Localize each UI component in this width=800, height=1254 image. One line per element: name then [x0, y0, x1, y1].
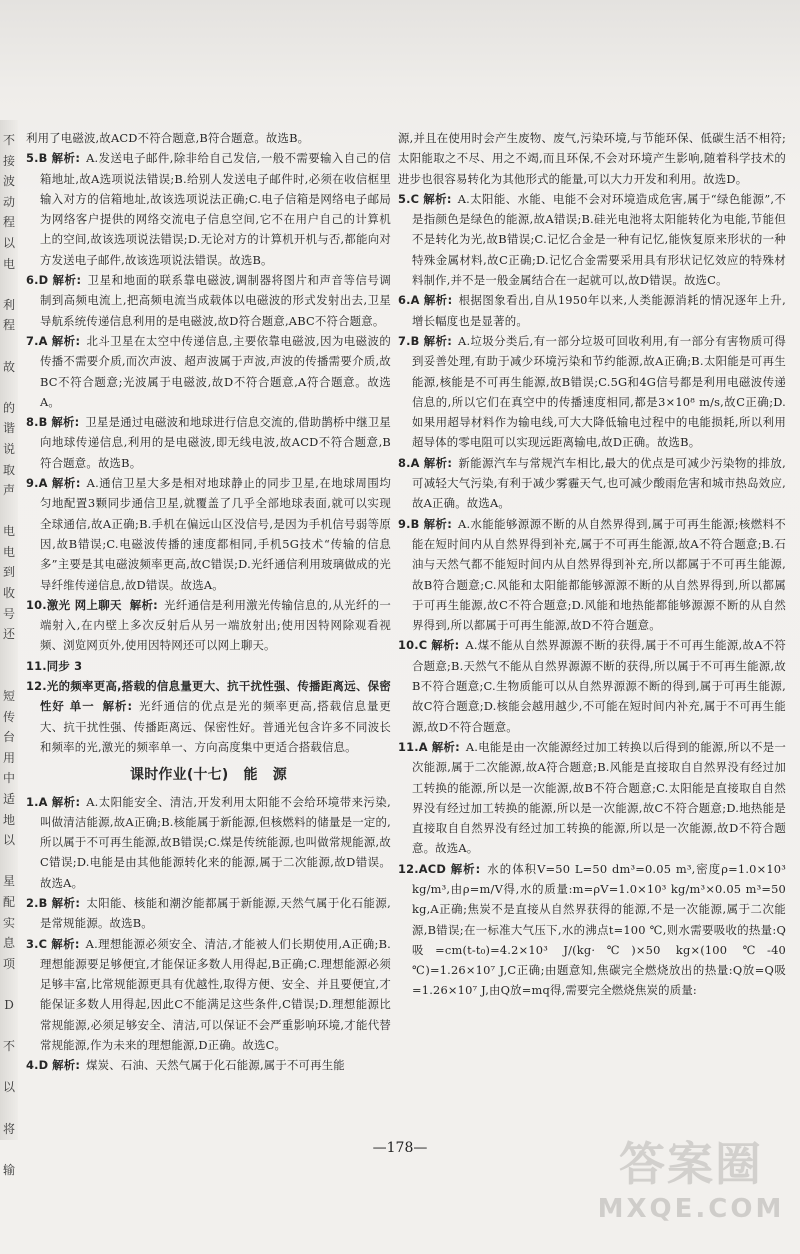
- item-number: 1.A: [26, 794, 48, 809]
- margin-char: [2, 645, 16, 666]
- analysis-text: 根据图象看出,自从1950年以来,人类能源消耗的情况逐年上升,增长幅度也是显著的。: [412, 293, 786, 328]
- item-number: 8.A: [398, 455, 420, 470]
- margin-char: 不: [2, 133, 15, 147]
- item-number: 11.A: [398, 739, 428, 754]
- item-number: 2.B: [26, 895, 48, 910]
- analysis-label: 解析:: [423, 455, 453, 470]
- margin-char: 的: [2, 400, 15, 415]
- analysis-label: 解析:: [51, 476, 81, 491]
- margin-char: 实: [2, 915, 15, 930]
- item-number: 11.: [26, 658, 47, 673]
- margin-char: [2, 1057, 16, 1078]
- analysis-label: 解析:: [423, 293, 453, 308]
- margin-char: 配: [2, 894, 15, 909]
- margin-char: 中: [2, 771, 15, 786]
- margin-char: [2, 336, 16, 357]
- answer-item: [26, 1055, 391, 1075]
- margin-char: 用: [2, 750, 15, 765]
- margin-char: 传: [2, 709, 15, 724]
- item-number: 12.: [26, 679, 47, 694]
- margin-char: D: [4, 997, 14, 1012]
- analysis-text: A.电能是由一次能源经过加工转换以后得到的能源,所以不是一次能源,属于二次能源,故A符合题意;B.风能是直接取自自然界没有经过加工转换的能源,所以是一次能源,故B不符合题意;C.太阳能是直接取自自然界没有经过加工转换的能源,所以是一次能源,故C不符合题意;D.地热能是直接取自自然界没有经过加工转换的能源,所以是一次能源,故D不符合题意。故选A。: [412, 739, 786, 856]
- margin-char: 不: [2, 1039, 15, 1054]
- margin-char: 以: [2, 235, 15, 250]
- analysis-label: 解析:: [423, 333, 453, 348]
- analysis-text: 煤炭、石油、天然气属于化石能源,属于不可再生能: [86, 1058, 345, 1073]
- right-items: [398, 189, 786, 1001]
- margin-char: [2, 1139, 16, 1160]
- margin-char: 适: [2, 792, 15, 806]
- analysis-label: 解析:: [51, 936, 80, 951]
- margin-char: 波: [2, 174, 15, 189]
- analysis-text: A.太阳能安全、清洁,开发利用太阳能不会给环境带来污染,叫做清洁能源,故A正确;B.核能属于新能源,但核燃料的储量是一定的,所以属于不可再生能源,故B错误;C.煤是传统能源,也叫做常规能源,故C错误;D.电能是由其他能源转化来的能源,属于二次能源,故D错误。故选A。: [40, 794, 391, 890]
- analysis-text: 卫星是通过电磁波和地球进行信息交流的,借助鹊桥中继卫星向地球传递信息,利用的是电磁波,即无线电波,故ACD不符合题意,B符合题意。故选B。: [40, 415, 392, 470]
- analysis-text: 水的体积V=50 L=50 dm³=0.05 m³,密度ρ=1.0×10³ kg/m³,由ρ=m/V得,水的质量:m=ρV=1.0×10³ kg/m³×0.05 m³=50 kg,A正确;焦炭不是直接从自然界获得的能源,不是一次能源,属于二次能源,B错误;在一标准大气压下,水的沸点t=100 ℃,则水需要吸收的热量:Q吸=cm(t-t₀)=4.2×10³ J/(kg·℃)×50 kg×(100 ℃-40 ℃)=1.26×10⁷ J,C正确;由题意知,焦碳完全燃烧放出的热量:Q放=Q吸=1.26×10⁷ J,由Q放=mq得,需要完全燃烧焦炭的质量:: [412, 861, 786, 998]
- answer-item: [26, 595, 391, 656]
- margin-char: [2, 851, 16, 872]
- margin-char: 以: [2, 833, 15, 848]
- analysis-text: 新能源汽车与常规汽车相比,最大的优点是可减少污染物的排放,可减轻大气污染,有利于减少雾霾天气,也可减少酸雨危害和城市热岛效应,故A正确。故选A。: [412, 455, 786, 511]
- analysis-text: A.煤不能从自然界源源不断的获得,属于不可再生能源,故A不符合题意;B.天然气不能从自然界源源不断的获得,所以属于不可再生能源,故B不符合题意;C.生物质能可以从自然界源源不断的得到,属于可再生能源,故C符合题意;D.核能会越用越少,不可能在短时间内补充,属于不可再生能源,故D不符合题意。: [412, 638, 786, 734]
- page-number: —178—: [372, 1140, 428, 1156]
- margin-char: 故: [2, 359, 15, 374]
- item-number: 6.D: [26, 273, 49, 288]
- previous-page-margin-text: [2, 130, 16, 1180]
- analysis-text: 光纤通信的优点是光的频率更高,搭载信息量更大、抗干扰性强、传播距离远、保密性好。普通光包含许多不同波长和频率的光,激光的频率单一、方向高度集中更适合搭载信息。: [40, 699, 392, 754]
- analysis-label: 解析:: [102, 699, 133, 714]
- margin-char: 项: [2, 956, 15, 971]
- analysis-text: A.发送电子邮件,除非给自己发信,一般不需要输入自己的信箱地址,故A选项说法错误;B.给别人发送电子邮件时,必须在收信框里输入对方的信箱地址,故该选项说法正确;C.电子信箱是网络电子邮局为网络客户提供的网络交流电子信息空间,它不在用户自己的计算机上的空间,故该选项说法错误;D.无论对方的计算机开机与否,都能向对方发送电子邮件,故该选项说法错误。故选B。: [40, 151, 391, 267]
- answer-item: [26, 473, 391, 595]
- analysis-text: A.水能能够源源不断的从自然界得到,属于可再生能源;核燃料不能在短时间内从自然界得到补充,属于不可再生能源,故A不符合题意;B.石油与天然气都不能短时间内从自然界得到补充,所以都属于不可再生能源,故B符合题意;C.风能和太阳能都能够源源不断的从自然界得到,所以都属于可再生能源,故C不符合题意;D.风能和地热能都能够源源不断的从自然界得到,所以都属于可再生能源,故D不符合题意。: [412, 516, 786, 633]
- analysis-label: 解析:: [52, 1058, 81, 1073]
- margin-char: 息: [2, 936, 15, 951]
- answer-item: [398, 290, 786, 331]
- margin-char: 收: [2, 586, 15, 601]
- margin-char: 星: [2, 874, 15, 889]
- margin-char: [2, 377, 16, 398]
- analysis-label: 解析:: [129, 597, 158, 612]
- left-items-section: [26, 792, 391, 1076]
- analysis-text: A.垃圾分类后,有一部分垃圾可回收利用,有一部分有害物质可得到妥善处理,有助于减少环境污染和节约能源,故A正确;B.太阳能是可再生能源,核能是不可再生能源,故B错误;C.5G和4G信号都是利用电磁波传递信息的,所以它们在真空中的传播速度相同,都是3×10⁸ m/s,故C正确;D.如果用超导材料作为输电线,可大大降低输电过程中的电能损耗,所以利用超导体的零电阻可以实现远距离输电,故D正确。故选B。: [412, 333, 786, 450]
- analysis-label: 解析:: [423, 516, 453, 531]
- answer-item: [398, 737, 786, 859]
- answer-item: [26, 792, 391, 893]
- item-number: 8.B: [26, 415, 48, 430]
- analysis-label: 解析:: [51, 333, 81, 348]
- item-number: 10.: [26, 597, 47, 612]
- margin-char: 将: [2, 1121, 15, 1136]
- margin-char: [2, 274, 16, 295]
- watermark-url: MXQE.COM: [597, 1194, 785, 1224]
- item-number: 5.B: [26, 151, 48, 166]
- margin-char: 利: [2, 297, 15, 312]
- item-number: 4.D: [26, 1058, 49, 1073]
- section-title: 课时作业(十七) 能 源: [130, 767, 287, 784]
- margin-char: [2, 1098, 16, 1119]
- left-column: [26, 128, 391, 1076]
- margin-char: 输: [2, 1162, 15, 1177]
- answer-item: [26, 148, 391, 270]
- margin-char: 电: [2, 544, 15, 559]
- item-number: 5.C: [398, 191, 420, 206]
- watermark: [596, 1128, 786, 1248]
- answer-item: [398, 331, 786, 453]
- answer-item: [26, 656, 391, 676]
- margin-char: 号: [2, 606, 15, 621]
- right-continuation: 源,并且在使用时会产生废物、废气,污染环境,与节能环保、低碳生活不相符;太阳能取之不尽、用之不竭,而且环保,不会对环境产生影响,随着科学技术的进步也很容易转化为其他形式的能量,可以大力开发和利用。故选D。: [398, 131, 786, 186]
- margin-char: [2, 665, 16, 686]
- answer-item: [26, 331, 391, 412]
- answer-item: [26, 676, 391, 757]
- item-number: 7.B: [398, 333, 420, 348]
- left-items: [26, 148, 391, 757]
- answer-item: [398, 189, 786, 290]
- left-continuation: 利用了电磁波,故ACD不符合题意,B符合题意。故选B。: [26, 131, 310, 145]
- margin-char: 电: [2, 256, 15, 271]
- margin-char: 取: [2, 462, 15, 477]
- item-answer: 光的频率更高,搭载的信息量更大、抗干扰性强、传播距离远、保密性好 单一: [40, 679, 391, 714]
- margin-char: 谐: [2, 421, 15, 436]
- analysis-text: 光纤通信是利用激光传输信息的,从光纤的一端射入,在内壁上多次反射后从另一端放射出;使用因特网除观看视频、浏览网页外,使用因特网还可以网上聊天。: [40, 597, 392, 653]
- margin-char: 声: [2, 483, 15, 498]
- analysis-label: 解析:: [51, 895, 81, 910]
- analysis-text: A.理想能源必须安全、清洁,才能被人们长期使用,A正确;B.理想能源要足够便宜,才能保证多数人用得起,B正确;C.理想能源必须足够丰富,比常规能源更具有优越性,取得方便、安全、并且要便宜,才能保证多数人用得起,因此C不能满足这些条件,C错误;D.理想能源比常规能源,必须足够安全、清洁,可以保证不会严重影响环境,才能代替常规能源,作为未来的理想能源,D正确。故选C。: [40, 936, 391, 1053]
- margin-char: 说: [2, 441, 15, 456]
- margin-char: 程: [2, 215, 15, 230]
- margin-char: 台: [2, 730, 15, 745]
- analysis-label: 解析:: [51, 415, 80, 430]
- answer-item: [398, 635, 786, 736]
- answer-item: [398, 859, 786, 1001]
- item-number: 9.B: [398, 516, 420, 531]
- analysis-text: 太阳能、核能和潮汐能都属于新能源,天然气属于化石能源,是常规能源。故选B。: [40, 895, 392, 931]
- item-answer: 同步 3: [46, 658, 83, 673]
- margin-char: [2, 974, 16, 995]
- margin-char: 还: [2, 627, 15, 642]
- analysis-text: A.太阳能、水能、电能不会对环境造成危害,属于“绿色能源”,不是指颜色是绿色的能源,故A错误;B.硅光电池将太阳能转化为电能,节能但不是转化为光,故B错误;C.记忆合金是一种有记忆,能恢复原来形状的一种特殊金属材料,故C正确;D.记忆合金需要采用具有形状记忆效应的特殊材料制作,并不是一般金属结合在一起就可以,故D错误。故选C。: [412, 191, 787, 288]
- analysis-text: 卫星和地面的联系靠电磁波,调制器将图片和声音等信号调制到高频电流上,把高频电流当成载体以电磁波的形式发射出去,卫星导航系统传递信息利用的是电磁波,故D符合题意,ABC不符合题意。: [40, 273, 391, 328]
- analysis-label: 解析:: [423, 191, 452, 206]
- margin-char: [2, 501, 16, 522]
- analysis-label: 解析:: [431, 638, 460, 653]
- answer-item: [398, 453, 786, 514]
- answer-item: [26, 934, 391, 1056]
- analysis-text: A.通信卫星大多是相对地球静止的同步卫星,在地球周围均匀地配置3颗同步通信卫星,就覆盖了几乎全部地球表面,就可以实现全球通信,故A正确;B.手机在偏远山区没信号,是因为手机信号弱等原因,故B错误;C.电磁波传播的速度都相同,手机5G技术“传输的信息多”主要是其电磁波频率更高,故C错误;D.光纤通信利用玻璃做成的光导纤维传递信息,故D错误。故选A。: [40, 476, 392, 592]
- margin-char: 短: [2, 689, 15, 704]
- answer-item: [26, 412, 391, 473]
- margin-char: 动: [2, 194, 15, 209]
- item-answer: 激光 网上聊天: [46, 597, 122, 612]
- margin-char: 以: [2, 1080, 15, 1095]
- margin-char: [2, 1016, 16, 1037]
- margin-char: 电: [2, 524, 15, 539]
- analysis-label: 解析:: [450, 861, 481, 876]
- item-number: 7.A: [26, 333, 48, 348]
- item-number: 12.ACD: [398, 861, 447, 876]
- analysis-text: 北斗卫星在太空中传递信息,主要依靠电磁波,因为电磁波的传播不需要介质,而次声波、超声波属于声波,声波的传播需要介质,故BC不符合题意;光波属于电磁波,故D不符合题意,A符合题意。故选A。: [40, 333, 391, 409]
- margin-char: 地: [2, 812, 15, 827]
- analysis-label: 解析:: [431, 739, 460, 754]
- margin-char: 程: [2, 318, 15, 333]
- watermark-logo: 答案圈: [619, 1137, 763, 1191]
- item-number: 9.A: [26, 476, 48, 491]
- item-number: 10.C: [398, 638, 428, 653]
- margin-char: 接: [2, 153, 15, 168]
- right-column: [398, 128, 786, 1001]
- answer-item: [398, 514, 786, 636]
- answer-item: [26, 893, 391, 934]
- item-number: 3.C: [26, 936, 48, 951]
- answer-item: [26, 270, 391, 331]
- analysis-label: 解析:: [51, 151, 81, 166]
- margin-char: 到: [2, 565, 15, 580]
- item-number: 6.A: [398, 293, 420, 308]
- analysis-label: 解析:: [52, 273, 82, 288]
- analysis-label: 解析:: [51, 794, 81, 809]
